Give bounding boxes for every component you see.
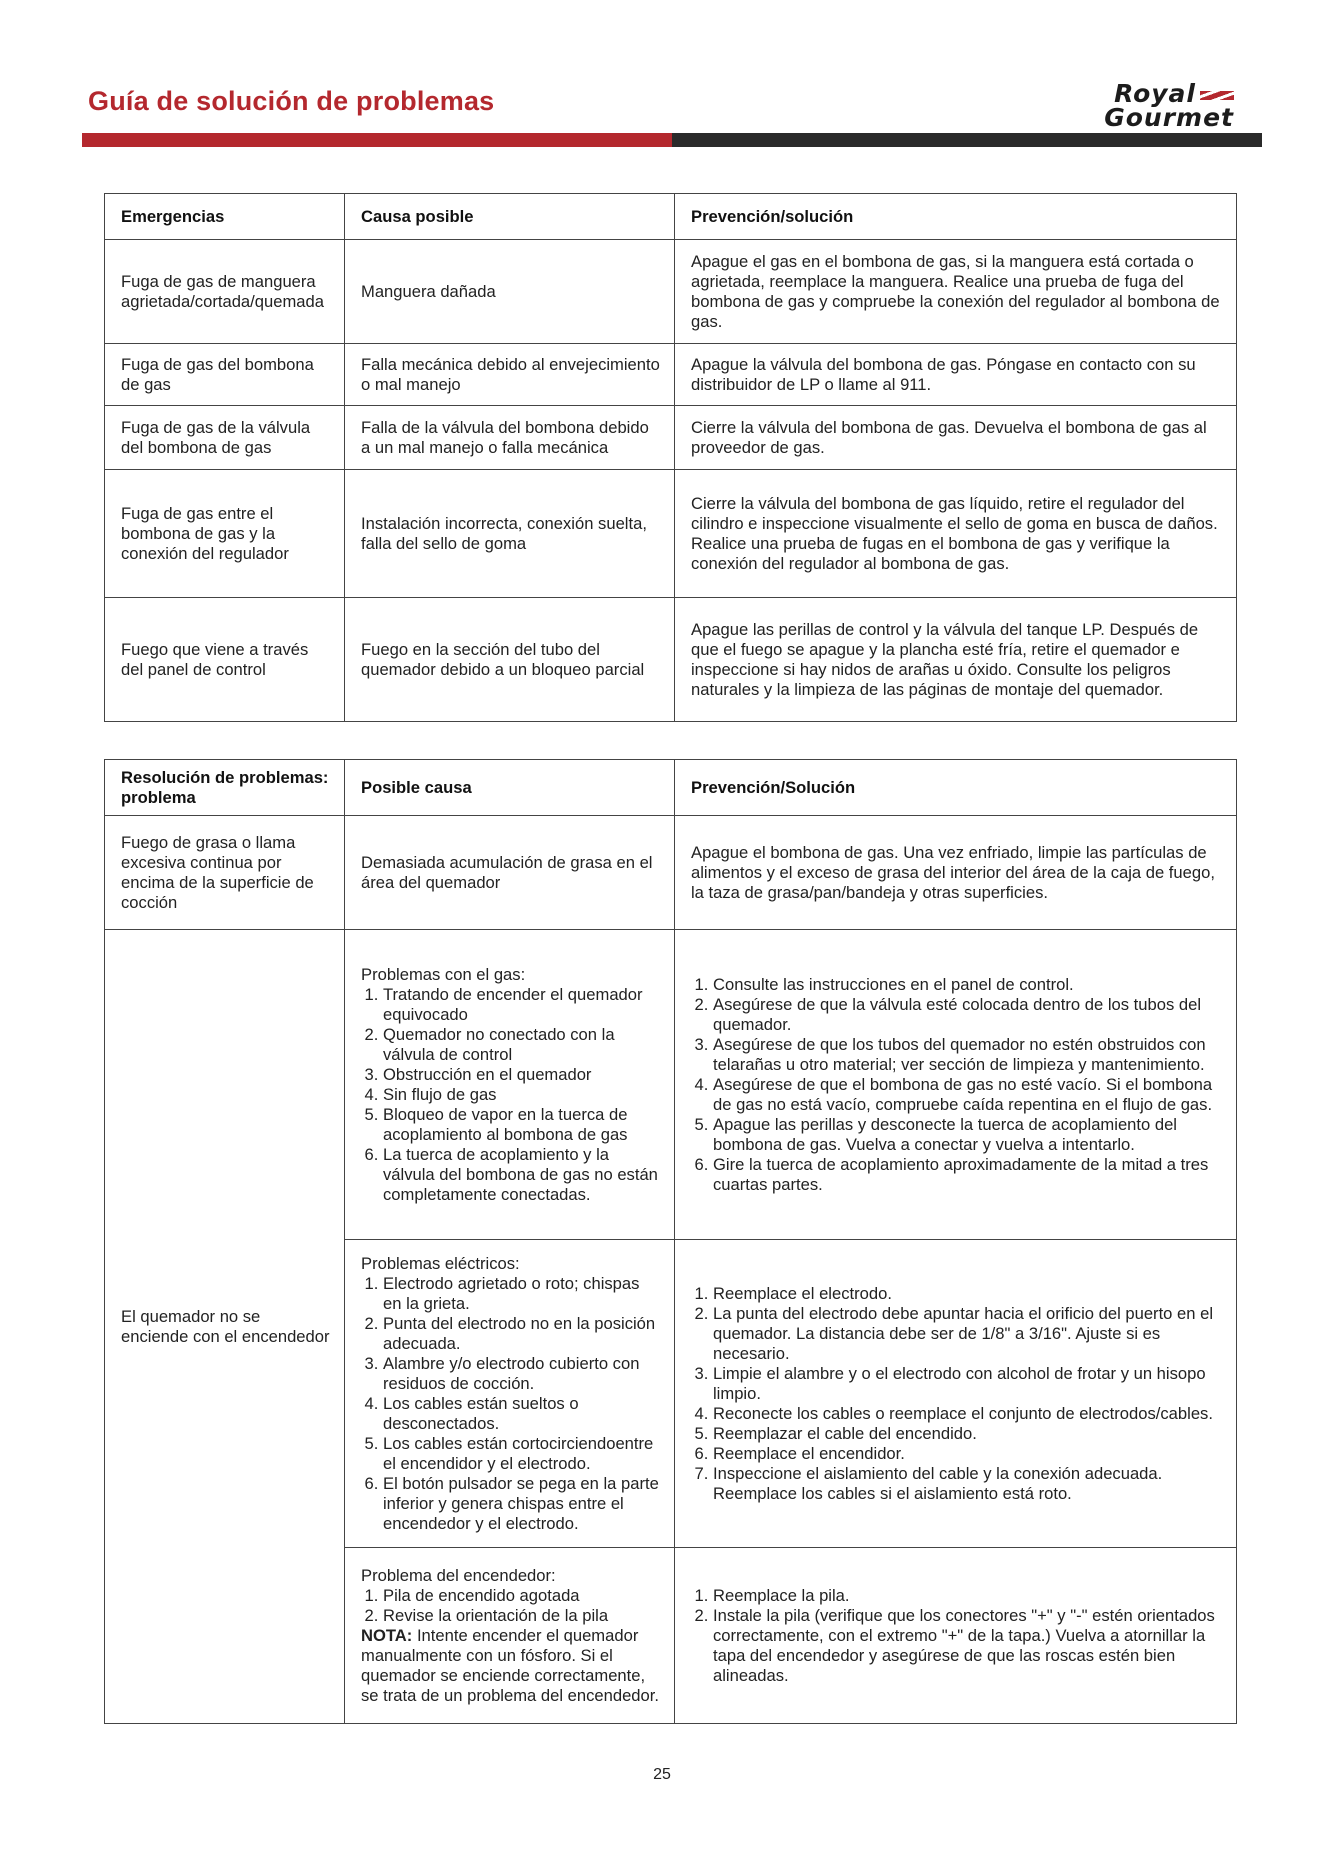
- list-item: 1. Consulte las instrucciones en el panel de control.: [713, 975, 1222, 995]
- cause-cell: Demasiada acumulación de grasa en el área del quemador: [345, 816, 675, 930]
- list-item: 6. El botón pulsador se pega en la parte inferior y genera chispas entre el encendedor y el electrodo.: [383, 1474, 660, 1534]
- list-item: 5. Bloqueo de vapor en la tuerca de acoplamiento al bombona de gas: [383, 1105, 660, 1145]
- cause-cell-electric: [345, 1240, 675, 1548]
- emergency-cell: Fuga de gas de manguera agrietada/cortada/quemada: [105, 240, 345, 344]
- cause-lead: Problemas con el gas:: [361, 964, 526, 984]
- list-item: 3. Limpie el alambre y o el electrodo con alcohol de frotar y un hisopo limpio.: [713, 1364, 1222, 1404]
- list-item: 6. Reemplace el encendidor.: [713, 1444, 1222, 1464]
- table-row: [105, 816, 1237, 930]
- table-header-row: [105, 194, 1237, 240]
- table-row: [105, 240, 1237, 344]
- cause-cell: Instalación incorrecta, conexión suelta, falla del sello de goma: [345, 470, 675, 598]
- list-item: 1. Tratando de encender el quemador equivocado: [383, 985, 660, 1025]
- emergency-cell: Fuga de gas de la válvula del bombona de gas: [105, 406, 345, 470]
- note: [361, 1626, 659, 1705]
- solution-list: [691, 1586, 1222, 1686]
- list-item: 1. Reemplace el electrodo.: [713, 1284, 1222, 1304]
- list-item: 5. Reemplazar el cable del encendido.: [713, 1424, 1222, 1444]
- brand-logo: [1100, 79, 1234, 132]
- table-row: [105, 470, 1237, 598]
- list-item: 4. Reconecte los cables o reemplace el conjunto de electrodos/cables.: [713, 1404, 1222, 1424]
- table-header-row: [105, 760, 1237, 816]
- header-rule-dark: [672, 133, 1262, 147]
- emergencies-table: [104, 193, 1237, 722]
- page-number: 25: [653, 1766, 671, 1783]
- cause-cell: Fuego en la sección del tubo del quemador debido a un bloqueo parcial: [345, 598, 675, 722]
- note-label: NOTA:: [361, 1625, 413, 1645]
- list-item: 4. Asegúrese de que el bombona de gas no esté vacío. Si el bombona de gas no está vacío, compruebe caída repentina en el flujo de gas.: [713, 1075, 1222, 1115]
- emergency-cell: Fuga de gas entre el bombona de gas y la conexión del regulador: [105, 470, 345, 598]
- cause-list: [361, 1586, 660, 1626]
- list-item: 5. Apague las perillas y desconecte la tuerca de acoplamiento del bombona de gas. Vuelva a conectar y vuelva a intentarlo.: [713, 1115, 1222, 1155]
- table-row: [105, 930, 1237, 1240]
- cause-cell-igniter: [345, 1548, 675, 1724]
- table-row: [105, 344, 1237, 406]
- list-item: 3. Alambre y/o electrodo cubierto con residuos de cocción.: [383, 1354, 660, 1394]
- list-item: 2. Asegúrese de que la válvula esté colocada dentro de los tubos del quemador.: [713, 995, 1222, 1035]
- cause-cell: Falla mecánica debido al envejecimiento o mal manejo: [345, 344, 675, 406]
- emergency-cell: Fuga de gas del bombona de gas: [105, 344, 345, 406]
- cause-lead: Problema del encendedor:: [361, 1565, 556, 1585]
- list-item: 4. Los cables están sueltos o desconectados.: [383, 1394, 660, 1434]
- solution-cell: Apague el gas en el bombona de gas, si la manguera está cortada o agrietada, reemplace la manguera. Realice una prueba de fuga del bombona de gas y compruebe la conexión del regulador al bombona de gas.: [675, 240, 1237, 344]
- solution-cell-electric: [675, 1240, 1237, 1548]
- problem-cell: El quemador no se enciende con el encendedor: [105, 930, 345, 1724]
- brand-stripe-mark: [1200, 91, 1234, 100]
- page-header: [0, 0, 1324, 160]
- solution-cell: Apague el bombona de gas. Una vez enfriado, limpie las partículas de alimentos y el exceso de grasa del interior del área de la caja de fuego, la taza de grasa/pan/bandeja y otras superficies.: [675, 816, 1237, 930]
- list-item: 2. Revise la orientación de la pila: [383, 1606, 660, 1626]
- brand-line-1: Royal: [1114, 79, 1196, 108]
- list-item: 5. Los cables están cortocirciendoentre el encendidor y el electrodo.: [383, 1434, 660, 1474]
- solution-cell: Cierre la válvula del bombona de gas. Devuelva el bombona de gas al proveedor de gas.: [675, 406, 1237, 470]
- page-title: Guía de solución de problemas: [88, 86, 495, 116]
- cause-list: [361, 1274, 660, 1534]
- solution-list: [691, 1284, 1222, 1504]
- header-cell-solution: Prevención/solución: [675, 194, 1237, 240]
- cause-lead: Problemas eléctricos:: [361, 1253, 520, 1273]
- brand-line-2: Gourmet: [1104, 103, 1234, 132]
- cause-cell-gas: [345, 930, 675, 1240]
- list-item: 4. Sin flujo de gas: [383, 1085, 660, 1105]
- note-text: Intente encender el quemador manualmente con un fósforo. Si el quemador se enciende correctamente, se trata de un problema del encendedor.: [361, 1625, 659, 1705]
- table-row: [105, 406, 1237, 470]
- list-item: 3. Asegúrese de que los tubos del quemador no estén obstruidos con telarañas u otro material; ver sección de limpieza y mantenimiento.: [713, 1035, 1222, 1075]
- list-item: 2. Punta del electrodo no en la posición adecuada.: [383, 1314, 660, 1354]
- solution-cell: Apague las perillas de control y la válvula del tanque LP. Después de que el fuego se apague y la plancha esté fría, retire el quemador e inspeccione si hay nidos de arañas u óxido. Consulte los peligros naturales y la limpieza de las páginas de montaje del quemador.: [675, 598, 1237, 722]
- header-cell-problem: Resolución de problemas: problema: [105, 760, 345, 816]
- solution-cell: Apague la válvula del bombona de gas. Póngase en contacto con su distribuidor de LP o llame al 911.: [675, 344, 1237, 406]
- list-item: 6. Gire la tuerca de acoplamiento aproximadamente de la mitad a tres cuartas partes.: [713, 1155, 1222, 1195]
- header-cell-cause: Causa posible: [345, 194, 675, 240]
- troubleshooting-table: [104, 759, 1237, 1724]
- solution-cell-gas: [675, 930, 1237, 1240]
- solution-cell-igniter: [675, 1548, 1237, 1724]
- header-cell-cause: Posible causa: [345, 760, 675, 816]
- list-item: 1. Pila de encendido agotada: [383, 1586, 660, 1606]
- header-cell-emergencies: Emergencias: [105, 194, 345, 240]
- cause-cell: Manguera dañada: [345, 240, 675, 344]
- solution-cell: Cierre la válvula del bombona de gas líquido, retire el regulador del cilindro e inspeccione visualmente el sello de goma en busca de daños. Realice una prueba de fugas en el bombona de gas y verifique la conexión del regulador al bombona de gas.: [675, 470, 1237, 598]
- list-item: 3. Obstrucción en el quemador: [383, 1065, 660, 1085]
- solution-list: [691, 975, 1222, 1195]
- list-item: 6. La tuerca de acoplamiento y la válvula del bombona de gas no están completamente conectadas.: [383, 1145, 660, 1205]
- cause-list: [361, 985, 660, 1205]
- list-item: 7. Inspeccione el aislamiento del cable y la conexión adecuada. Reemplace los cables si el aislamiento está roto.: [713, 1464, 1222, 1504]
- emergency-cell: Fuego que viene a través del panel de control: [105, 598, 345, 722]
- list-item: 2. La punta del electrodo debe apuntar hacia el orificio del puerto en el quemador. La distancia debe ser de 1/8" a 3/16". Ajuste si es necesario.: [713, 1304, 1222, 1364]
- list-item: 2. Instale la pila (verifique que los conectores "+" y "-" estén orientados correctamente, con el extremo "+" de la tapa.) Vuelva a atornillar la tapa del encendedor y asegúrese de que las roscas estén bien alineadas.: [713, 1606, 1222, 1686]
- header-cell-solution: Prevención/Solución: [675, 760, 1237, 816]
- list-item: 1. Electrodo agrietado o roto; chispas en la grieta.: [383, 1274, 660, 1314]
- cause-cell: Falla de la válvula del bombona debido a un mal manejo o falla mecánica: [345, 406, 675, 470]
- table-row: [105, 598, 1237, 722]
- list-item: 2. Quemador no conectado con la válvula de control: [383, 1025, 660, 1065]
- header-rule-red: [82, 133, 672, 147]
- problem-cell: Fuego de grasa o llama excesiva continua por encima de la superficie de cocción: [105, 816, 345, 930]
- list-item: 1. Reemplace la pila.: [713, 1586, 1222, 1606]
